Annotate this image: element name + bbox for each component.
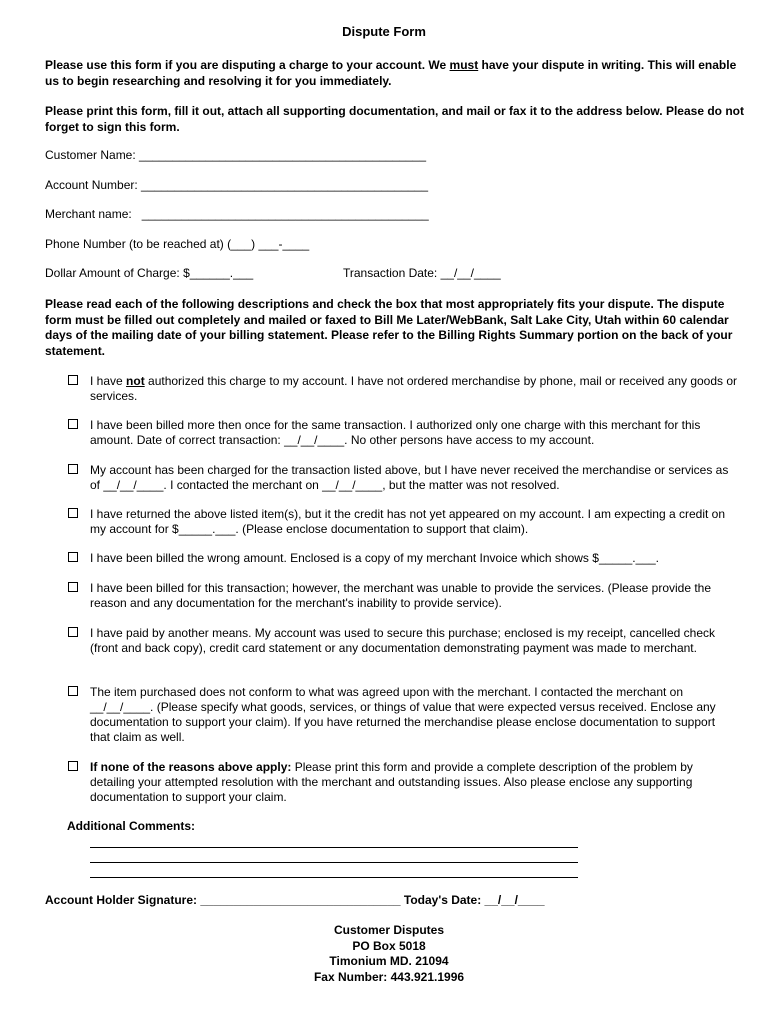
option-text-a: I have [90,374,127,388]
intro-paragraph-1 [45,58,745,89]
comment-line[interactable] [90,862,578,863]
dispute-option-wrong-amount[interactable] [68,551,738,566]
intro-emphasis-must: must [449,58,479,72]
option-emphasis-not: not [126,374,145,388]
option-text: I have been billed the wrong amount. Enclosed is a copy of my merchant Invoice which shows $_____.___. [90,551,659,565]
option-text: The item purchased does not conform to what was agreed upon with the merchant. I contacted the merchant on __/__/____. (Please specify what goods, services, or things of value that were expected versus received. Enclose any documentation to support your claim). If you have returned the merchandise please enclose documentation to support that claim as well. [90,685,716,744]
option-bold-lead: If none of the reasons above apply: [90,760,292,774]
dispute-option-nonconforming[interactable] [68,685,738,745]
checkbox[interactable] [68,627,78,637]
page-title: Dispute Form [342,24,426,39]
address-line: Timonium MD. 21094 [329,954,449,968]
intro-paragraph-2: Please print this form, fill it out, attach all supporting documentation, and mail or fax it to the address below. Please do not forget to sign this form. [45,104,744,134]
checkbox[interactable] [68,686,78,696]
option-text: My account has been charged for the transaction listed above, but I have never received the merchandise or services as of __/__/____. I contacted the merchant on __/__/____, but the matter was not resolved. [90,463,729,492]
additional-comments-label: Additional Comments: [67,819,195,833]
checkbox[interactable] [68,582,78,592]
signature-line[interactable]: Account Holder Signature: ______________________________ Today's Date: __/__/____ [45,893,545,907]
comment-line[interactable] [90,877,578,878]
dispute-option-paid-other-means[interactable] [68,626,738,656]
dispute-option-returned[interactable] [68,507,738,537]
address-line: PO Box 5018 [352,938,426,953]
charge-amount-field[interactable]: Dollar Amount of Charge: $______.___ [45,266,254,280]
checkbox[interactable] [68,419,78,429]
checkbox[interactable] [68,464,78,474]
option-text: I have been billed for this transaction; however, the merchant was unable to provide the services. (Please provide the reason and any documentation for the merchant's inability to provide service). [90,581,712,610]
address-line: Customer Disputes [333,923,445,937]
option-text-rest: Please print this form and provide a complete description of the problem by detailing your attempted resolution with the merchant and outstanding issues. Also please enclose any supporting documentation to support your claim. [90,760,693,804]
option-text [90,760,738,805]
checkbox[interactable] [68,508,78,518]
option-text: I have paid by another means. My account was used to secure this purchase; enclosed is my receipt, cancelled check (front and back copy), credit card statement or any documentation demonstrating payment was made to merchant. [90,626,715,655]
option-text [90,374,738,404]
option-text-b: authorized this charge to my account. I have not ordered merchandise by phone, mail or received any goods or services. [90,374,738,403]
checkbox[interactable] [68,552,78,562]
phone-number-field[interactable]: Phone Number (to be reached at) (___) ___-____ [45,237,310,251]
intro-text-b: have your dispute in writing. This will enable us to begin researching and resolving it for you immediately. [45,58,737,88]
option-text: I have returned the above listed item(s), but it the credit has not yet appeared on my account. I am expecting a credit on my account for $_____.___. (Please enclose documentation to support that claim). [90,507,726,536]
merchant-name-field[interactable]: Merchant name: ___________________________________________ [45,207,429,221]
instructions-paragraph: Please read each of the following descriptions and check the box that most appropriately fits your dispute. The dispute form must be filled out completely and mailed or faxed to Bill Me Later/WebBank, Salt Lake City, Utah within 60 calendar days of the mailing date of your billing statement. Please refer to the Billing Rights Summary portion on the back of your statement. [45,297,733,358]
transaction-date-field[interactable]: Transaction Date: __/__/____ [343,266,501,280]
intro-text-a: Please use this form if you are disputing a charge to your account. We [45,58,450,72]
checkbox[interactable] [68,375,78,385]
comment-line[interactable] [90,847,578,848]
dispute-option-services-not-provided[interactable] [68,581,738,611]
dispute-option-duplicate[interactable] [68,418,738,448]
dispute-option-unauthorized[interactable] [68,374,738,404]
fax-number: Fax Number: 443.921.1996 [313,969,465,984]
dispute-option-none-apply[interactable] [68,760,738,805]
account-number-field[interactable]: Account Number: ___________________________________________ [45,178,429,192]
checkbox[interactable] [68,761,78,771]
customer-name-field[interactable]: Customer Name: ___________________________________________ [45,148,426,162]
dispute-option-not-received[interactable] [68,463,738,493]
option-text: I have been billed more then once for the same transaction. I authorized only one charge with this merchant for this amount. Date of correct transaction: __/__/____. No other persons have access to my account. [90,418,701,447]
mailing-address [0,923,768,985]
